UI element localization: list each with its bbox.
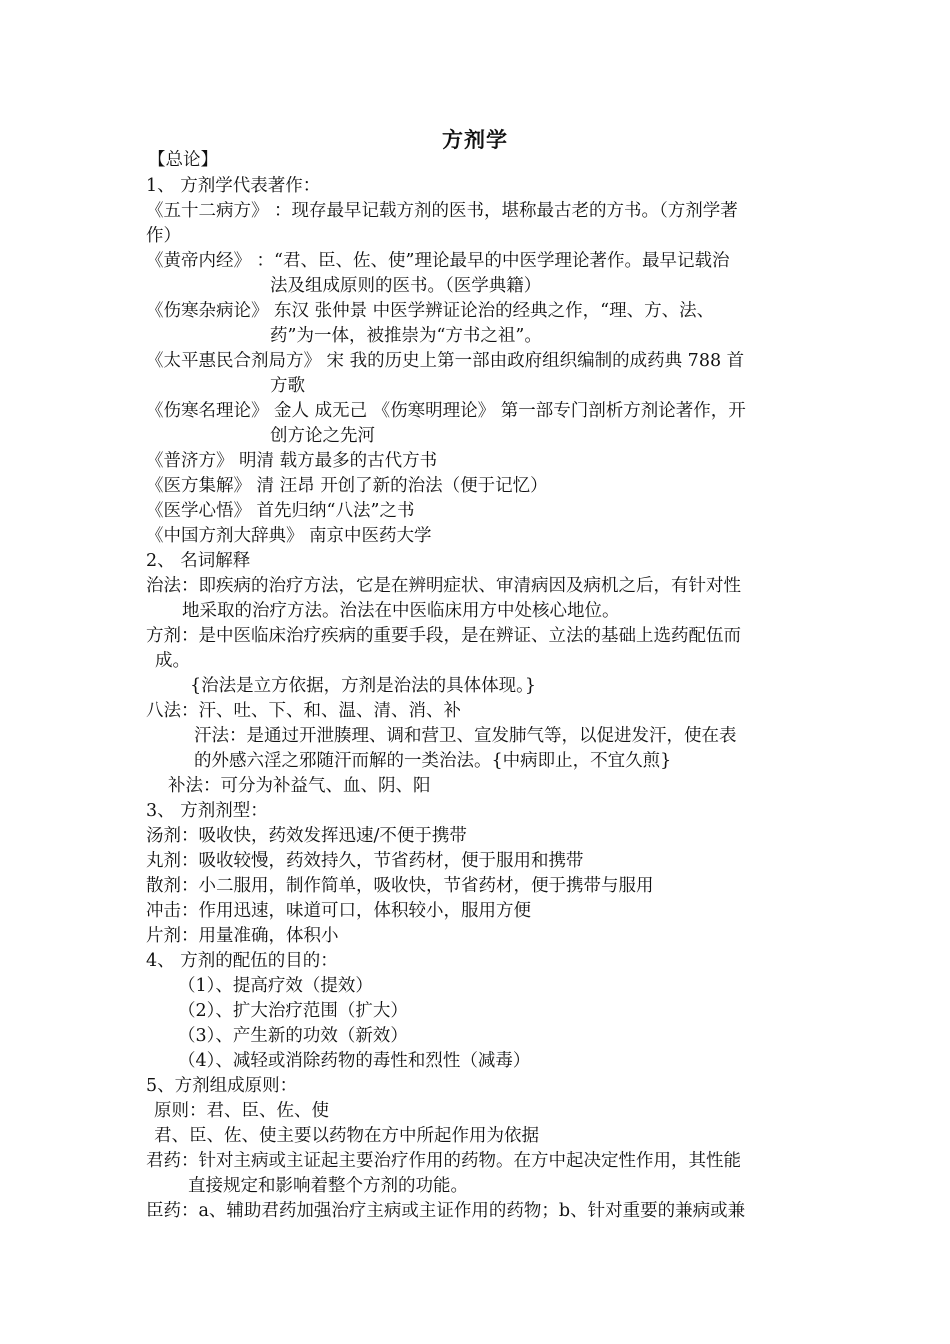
text-line: 原则：君、臣、佐、使	[154, 1101, 329, 1121]
text-line: 八法：汗、吐、下、和、温、清、消、补	[146, 701, 461, 721]
section-heading: 3、 方剂剂型：	[146, 801, 268, 821]
text-line: 补法：可分为补益气、血、阴、阳	[168, 776, 431, 796]
text-line: 《五十二病方》 ：现存最早记载方剂的医书，堪称最古老的方书。（方剂学著	[146, 201, 738, 221]
section-heading: 1、 方剂学代表著作：	[146, 176, 321, 196]
text-line: 臣药：a、辅助君药加强治疗主病或主证作用的药物；b、针对重要的兼病或兼	[146, 1201, 746, 1221]
text-line: {治法是立方依据，方剂是治法的具体体现。}	[190, 676, 537, 696]
text-line: 《中国方剂大辞典》 南京中医药大学	[146, 526, 432, 546]
list-item: （2）、扩大治疗范围（扩大）	[178, 1001, 408, 1021]
list-item: （3）、产生新的功效（新效）	[178, 1026, 408, 1046]
list-item: （1）、提高疗效（提效）	[178, 976, 373, 996]
document-title: 方剂学	[442, 128, 508, 152]
text-line: 丸剂：吸收较慢，药效持久，节省药材，便于服用和携带	[146, 851, 584, 871]
text-line: 地采取的治疗方法。治法在中医临床用方中处核心地位。	[182, 601, 620, 621]
text-line: 创方论之先河	[270, 426, 375, 446]
text-line: 《医学心悟》 首先归纳“八法”之书	[146, 501, 415, 521]
text-line: 散剂：小二服用，制作简单，吸收快，节省药材，便于携带与服用	[146, 876, 654, 896]
text-line: 作）	[146, 226, 181, 246]
text-line: 方剂：是中医临床治疗疾病的重要手段，是在辨证、立法的基础上选药配伍而	[146, 626, 741, 646]
section-heading: 2、 名词解释	[146, 551, 251, 571]
text-line: 汗法：是通过开泄腠理、调和营卫、宣发肺气等，以促进发汗，使在表	[194, 726, 737, 746]
section-heading: 4、 方剂的配伍的目的：	[146, 951, 338, 971]
text-line: 药”为一体，被推崇为“方书之祖”。	[270, 326, 542, 346]
text-line: 《太平惠民合剂局方》 宋 我的历史上第一部由政府组织编制的成药典 788 首	[146, 351, 745, 371]
text-line: 《黄帝内经》 ：“君、臣、佐、使”理论最早的中医学理论著作。最早记载治	[146, 251, 730, 271]
text-line: 方歌	[270, 376, 305, 396]
list-item: （4）、减轻或消除药物的毒性和烈性（减毒）	[178, 1051, 531, 1071]
section-heading: 5、方剂组成原则：	[146, 1076, 298, 1096]
text-line: 法及组成原则的医书。（医学典籍）	[270, 276, 542, 296]
text-line: 冲击：作用迅速，味道可口，体积较小，服用方便	[146, 901, 531, 921]
text-line: 《伤寒杂病论》 东汉 张仲景 中医学辨证论治的经典之作，“理、方、法、	[146, 301, 715, 321]
text-line: 的外感六淫之邪随汗而解的一类治法。{中病即止，不宜久煎}	[194, 751, 672, 771]
text-line: 片剂：用量准确，体积小	[146, 926, 339, 946]
text-line: 治法：即疾病的治疗方法，它是在辨明症状、审清病因及病机之后，有针对性	[146, 576, 741, 596]
section-heading: 【总论】	[148, 150, 218, 170]
text-line: 君、臣、佐、使主要以药物在方中所起作用为依据	[154, 1126, 539, 1146]
text-line: 成。	[155, 651, 190, 671]
text-line: 君药：针对主病或主证起主要治疗作用的药物。在方中起决定性作用，其性能	[146, 1151, 741, 1171]
text-line: 《普济方》 明清 载方最多的古代方书	[146, 451, 438, 471]
text-line: 《伤寒名理论》 金人 成无己 《伤寒明理论》 第一部专门剖析方剂论著作，开	[146, 401, 746, 421]
text-line: 汤剂：吸收快，药效发挥迅速/不便于携带	[146, 826, 467, 846]
text-line: 直接规定和影响着整个方剂的功能。	[188, 1176, 468, 1196]
text-line: 《医方集解》 清 汪昂 开创了新的治法（便于记忆）	[146, 476, 548, 496]
